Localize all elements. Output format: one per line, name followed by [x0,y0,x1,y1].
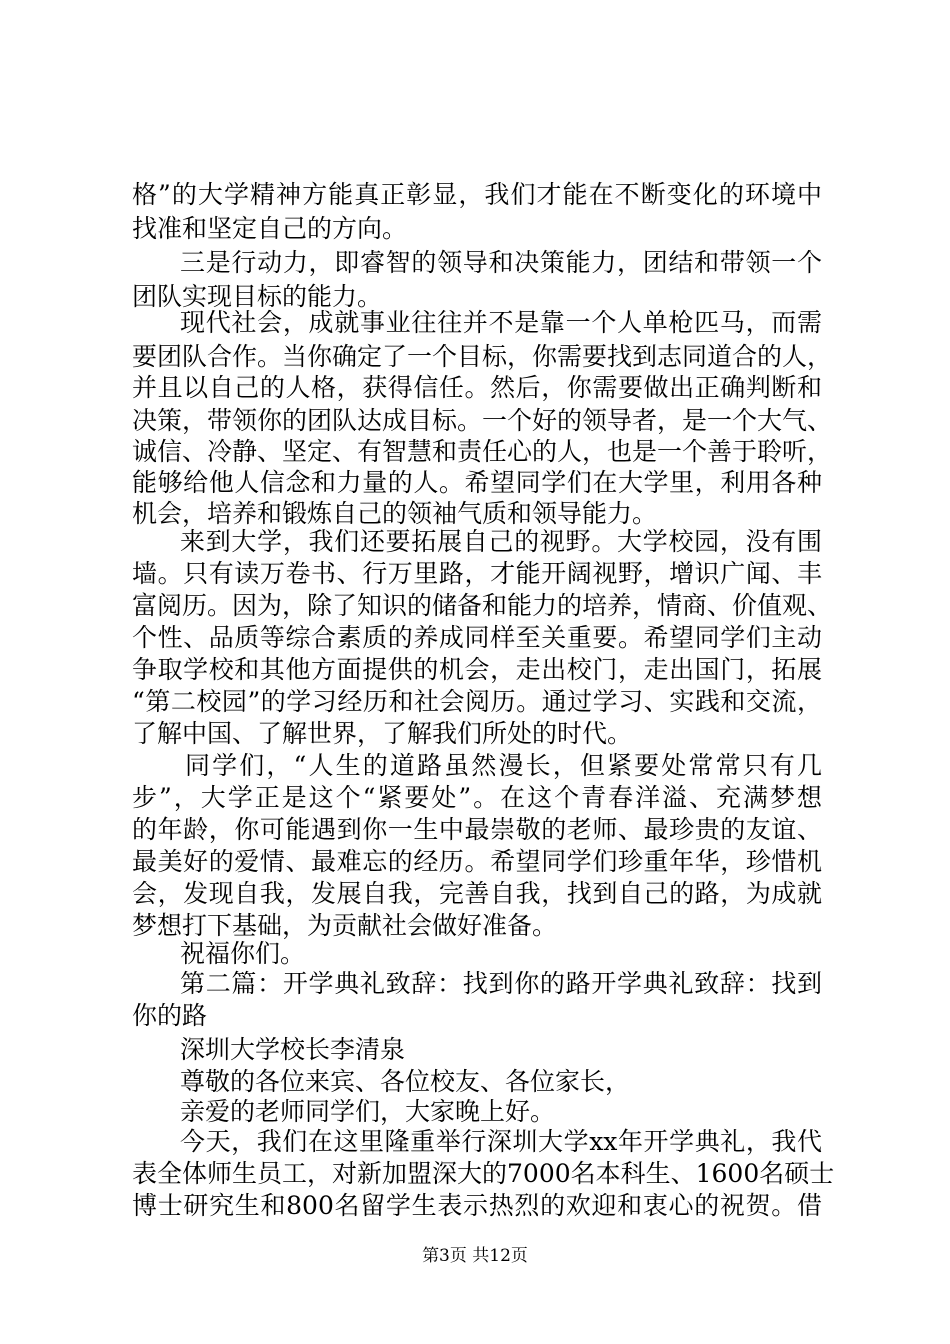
text-line: 能够给他人信念和力量的人。希望同学们在大学里，利用各种 [132,468,822,497]
text-line: 诚信、冷静、坚定、有智慧和责任心的人，也是一个善于聆听， [132,437,833,466]
text-line: 要团队合作。当你确定了一个目标，你需要找到志同道合的人， [132,342,833,371]
text-line: 三是行动力，即睿智的领导和决策能力，团结和带领一个 [180,248,822,277]
text-line: 最美好的爱情、最难忘的经历。希望同学们珍重年华，珍惜机 [132,847,822,876]
text-line: 争取学校和其他方面提供的机会，走出校门，走出国门，拓展 [132,655,822,684]
page-number-footer: 第3页 共12页 [422,1246,528,1266]
text-line: 梦想打下基础，为贡献社会做好准备。 [132,911,558,940]
text-line: 博士研究生和800名留学生表示热烈的欢迎和衷心的祝贺。借 [132,1191,822,1220]
text-line: 机会，培养和锻炼自己的领袖气质和领导能力。 [132,499,658,528]
text-line: 表全体师生员工，对新加盟深大的7000名本科生、1600名硕士 [132,1159,835,1188]
text-line: 决策，带领你的团队达成目标。一个好的领导者，是一个大气、 [132,406,833,435]
text-line: 找准和坚定自己的方向。 [132,214,408,243]
text-line: “第二校园”的学习经历和社会阅历。通过学习、实践和交流， [132,687,822,716]
text-line: 墙。只有读万卷书、行万里路，才能开阔视野，增识广闻、丰 [132,559,822,588]
text-line: 会，发现自我，发展自我，完善自我，找到自己的路，为成就 [132,879,822,908]
section-heading: 第二篇：开学典礼致辞：找到你的路开学典礼致辞：找到 [180,969,822,998]
text-line: 格”的大学精神方能真正彰显，我们才能在不断变化的环境中 [132,180,822,209]
text-line: 并且以自己的人格，获得信任。然后，你需要做出正确判断和 [132,373,822,402]
text-line: 祝福你们。 [180,939,306,968]
author-line: 深圳大学校长李清泉 [180,1035,406,1064]
text-line: 个性、品质等综合素质的养成同样至关重要。希望同学们主动 [132,623,822,652]
section-heading: 你的路 [132,1001,208,1030]
text-line: 的年龄，你可能遇到你一生中最崇敬的老师、最珍贵的友谊、 [132,815,822,844]
text-line: 来到大学，我们还要拓展自己的视野。大学校园，没有围 [180,527,822,556]
text-line: 团队实现目标的能力。 [132,282,383,311]
text-line: 富阅历。因为，除了知识的储备和能力的培养，情商、价值观、 [132,591,833,620]
text-line: 今天，我们在这里隆重举行深圳大学xx年开学典礼，我代 [180,1127,822,1156]
salutation-line: 亲爱的老师同学们，大家晚上好。 [180,1097,556,1126]
text-line: 现代社会，成就事业往往并不是靠一个人单枪匹马，而需 [180,308,822,337]
text-line: 同学们，“人生的道路虽然漫长，但紧要处常常只有几 [185,751,822,780]
salutation-line: 尊敬的各位来宾、各位校友、各位家长， [180,1067,631,1096]
text-line: 了解中国、了解世界，了解我们所处的时代。 [132,719,633,748]
text-line: 步”，大学正是这个“紧要处”。在这个青春洋溢、充满梦想 [132,783,822,812]
